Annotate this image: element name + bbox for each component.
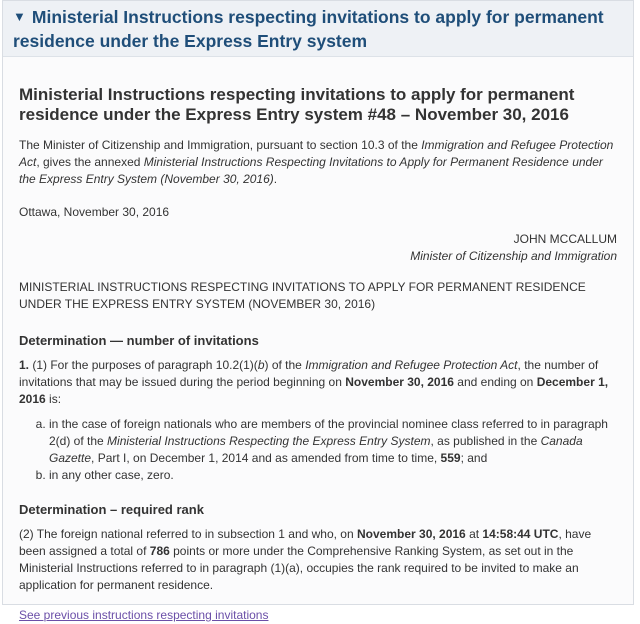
section2-paragraph [19, 526, 617, 594]
signature-block [19, 231, 617, 265]
previous-instructions-link[interactable]: See previous instructions respecting invitations [19, 608, 269, 622]
section1-start-date: November 30, 2016 [345, 375, 454, 389]
crs-points: 786 [149, 544, 170, 558]
instructions-caps-title: MINISTERIAL INSTRUCTIONS RESPECTING INVITATIONS TO APPLY FOR PERMANENT RESIDENCE UNDER THE EXPRESS ENTRY SYSTEM (NOVEMBER 30, 2016) [19, 280, 586, 311]
item-a-text-4: ; and [460, 451, 488, 465]
list-item-a [49, 416, 617, 467]
section1-text-5: is: [45, 392, 62, 406]
section1-text-2: ) of the [264, 358, 306, 372]
item-a-gazette-name: Canada Gazette [49, 434, 583, 465]
invitation-count: 559 [440, 451, 461, 465]
list-item-b: b. in any other case, zero. [49, 467, 617, 484]
section1-text-1: (1) For the purposes of paragraph 10.2(1)( [29, 358, 258, 372]
section2-text-2: at [465, 527, 483, 541]
section2-text-4: points or more under the Comprehensive Ranking System, as set out in the Ministerial Instructions referred to in paragraph (1)(a), occupies the rank required to be invited to make an application for permanent residence. [19, 544, 579, 592]
intro-act-name: Immigration and Refugee Protection Act [19, 138, 614, 169]
section2-time: 14:58:44 UTC [482, 527, 559, 541]
panel-summary-title: Ministerial Instructions respecting invitations to apply for permanent residence under the Express Entry system [13, 7, 604, 51]
document-content [3, 85, 633, 624]
section1-act-name: Immigration and Refugee Protection Act [305, 358, 518, 372]
signatory-title [19, 248, 617, 265]
section1-end-date: December 1, 2016 [19, 375, 609, 406]
place-date: Ottawa, November 30, 2016 [19, 205, 170, 219]
section2-date: November 30, 2016 [357, 527, 466, 541]
section2-text-3: , have been assigned a total of [19, 527, 592, 558]
item-a-text-3: , Part I, on December 1, 2014 and as amended from time to time, [91, 451, 441, 465]
intro-text-2: , gives the annexed [36, 155, 144, 169]
section1-text-4: and ending on [453, 375, 537, 389]
section2-text-1: (2) The foreign national referred to in subsection 1 and who, on [19, 527, 357, 541]
signatory-title-text: Minister of Citizenship and Immigration [410, 249, 617, 263]
intro-paragraph [19, 137, 617, 188]
intro-instructions-name: Ministerial Instructions Respecting Invitations to Apply for Permanent Residence under the Express Entry System (November 30, 2016) [19, 155, 603, 186]
item-a-text-1: in the case of foreign nationals who are members of the provincial nominee class referred to in paragraph 2(d) of the [49, 417, 608, 448]
details-panel [2, 0, 634, 622]
section1-paragraph-letter: b [257, 358, 265, 372]
document-title: Ministerial Instructions respecting invitations to apply for permanent residence under the Express Entry system #48 – November 30, 2016 [19, 85, 575, 124]
triangle-down-icon: ▼ [13, 9, 26, 24]
intro-text-3: . [273, 172, 278, 186]
item-a-text-2: , as published in the [430, 434, 541, 448]
section1-number: 1. [19, 358, 30, 372]
section2-heading: Determination – required rank [19, 502, 204, 517]
signatory-name: JOHN MCCALLUM [513, 232, 617, 246]
item-a-instructions-name: Ministerial Instructions Respecting the Express Entry System [107, 434, 431, 448]
section1-heading: Determination — number of invitations [19, 333, 259, 348]
section1-paragraph [19, 357, 617, 408]
invitation-count-list [19, 416, 617, 484]
panel-summary-toggle[interactable] [3, 1, 633, 57]
intro-text-1: The Minister of Citizenship and Immigration, pursuant to section 10.3 of the [19, 138, 422, 152]
section1-text-3: , the number of invitations that may be issued during the period beginning on [19, 358, 599, 389]
